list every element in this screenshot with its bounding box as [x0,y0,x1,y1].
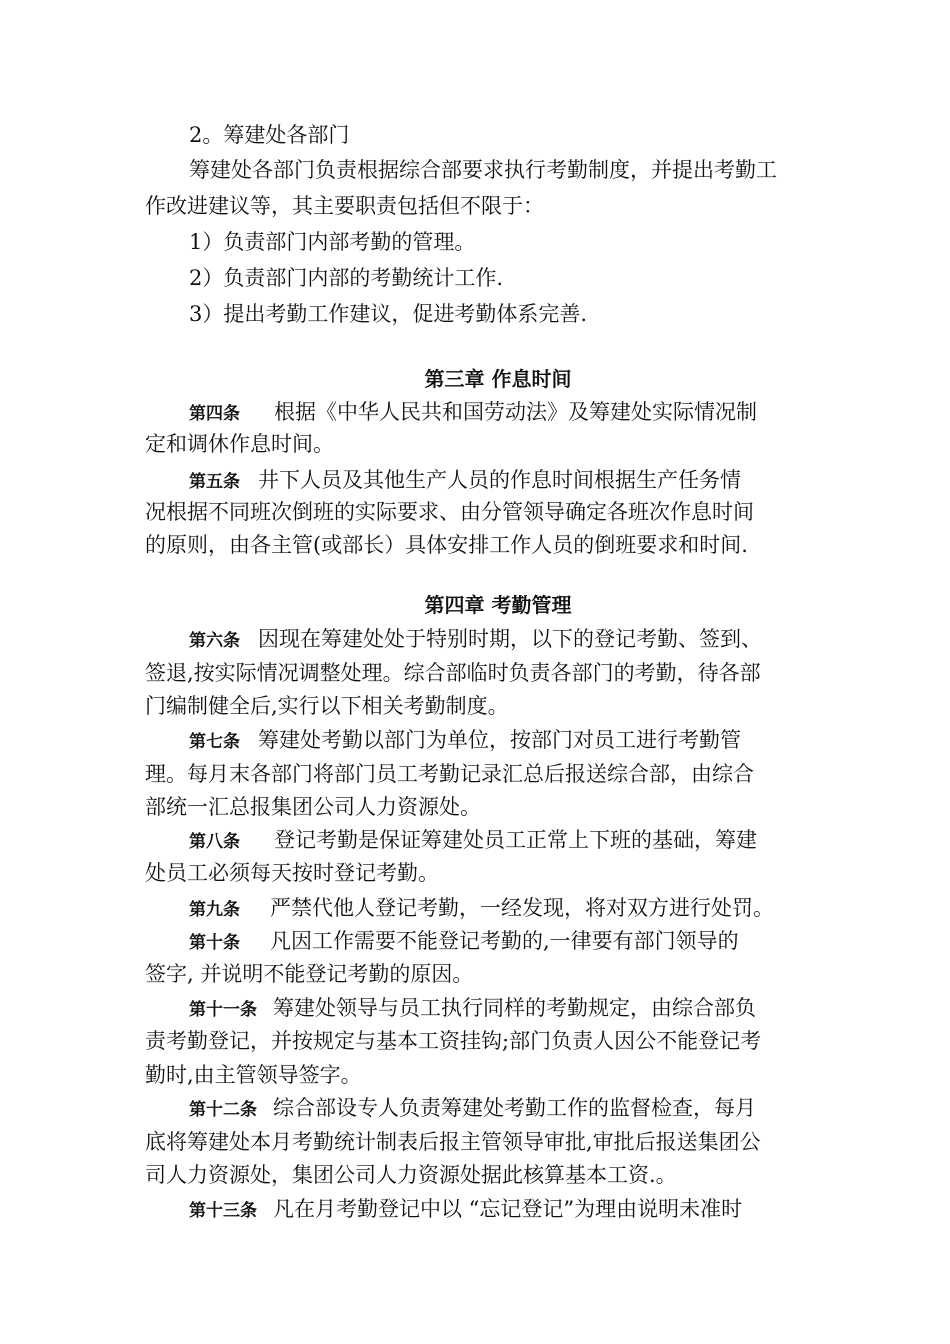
article-label: 第十一条 [189,1000,257,1020]
article-line: 第九条 严禁代他人登记考勤，一经发现，将对双方进行处罚。 [189,896,774,920]
article-label: 第十二条 [189,1100,257,1120]
article-label: 第七条 [189,732,240,752]
chapter-heading: 第三章 作息时间 [424,367,572,391]
text-line: 签退,按实际情况调整处理。综合部临时负责各部门的考勤，待各部 [145,661,761,685]
text-line: 勤时,由主管领导签字。 [145,1063,362,1087]
text-line: 定和调休作息时间。 [145,432,334,456]
article-line: 第十二条 综合部设专人负责筹建处考勤工作的监督检查，每月 [189,1096,756,1120]
article-line: 第六条 因现在筹建处处于特别时期，以下的登记考勤、签到、 [189,627,762,651]
text-line: 底将筹建处本月考勤统计制表后报主管领导审批,审批后报送集团公 [145,1130,761,1154]
text-line: 2）负责部门内部的考勤统计工作. [189,266,504,290]
text-line: 签字, 并说明不能登记考勤的原因。 [145,962,474,986]
article-label: 第九条 [189,900,240,920]
article-label: 第十三条 [189,1201,257,1221]
text-line: 的原则，由各主管(或部长）具体安排工作人员的倒班要求和时间. [145,533,748,557]
article-line: 第十条 凡因工作需要不能登记考勤的,一律要有部门领导的 [189,929,739,953]
text-line: 筹建处各部门负责根据综合部要求执行考勤制度，并提出考勤工 [189,158,777,182]
article-line: 第十一条 筹建处领导与员工执行同样的考勤规定，由综合部负 [189,996,756,1020]
text-line: 1）负责部门内部考勤的管理。 [189,230,476,254]
article-label: 第十条 [189,933,240,953]
chapter-heading: 第四章 考勤管理 [424,593,572,617]
text-line: 3）提出考勤工作建议，促进考勤体系完善. [189,302,588,326]
text-line: 处员工必须每天按时登记考勤。 [145,861,439,885]
article-line: 第七条 筹建处考勤以部门为单位，按部门对员工进行考勤管 [189,728,741,752]
text-line: 门编制健全后,实行以下相关考勤制度。 [145,694,509,718]
article-line: 第十三条 凡在月考勤登记中以 “忘记登记”为理由说明未准时 [189,1197,743,1221]
article-line: 第四条 根据《中华人民共和国劳动法》及筹建处实际情况制 [189,400,757,424]
article-label: 第四条 [189,404,240,424]
article-label: 第六条 [189,631,240,651]
article-line: 第五条 井下人员及其他生产人员的作息时间根据生产任务情 [189,468,741,492]
text-line: 部统一汇总报集团公司人力资源处。 [145,795,481,819]
article-label: 第五条 [189,472,240,492]
text-line: 作改进建议等，其主要职责包括但不限于： [145,194,544,218]
text-line: 责考勤登记，并按规定与基本工资挂钩;部门负责人因公不能登记考 [145,1029,762,1053]
text-line: 司人力资源处，集团公司人力资源处据此核算基本工资.。 [145,1163,677,1187]
text-line: 况根据不同班次倒班的实际要求、由分管领导确定各班次作息时间 [145,500,754,524]
article-label: 第八条 [189,832,240,852]
text-line: 理。每月末各部门将部门员工考勤记录汇总后报送综合部，由综合 [145,762,754,786]
article-line: 第八条 登记考勤是保证筹建处员工正常上下班的基础，筹建 [189,828,757,852]
text-line: 2。筹建处各部门 [189,123,350,147]
